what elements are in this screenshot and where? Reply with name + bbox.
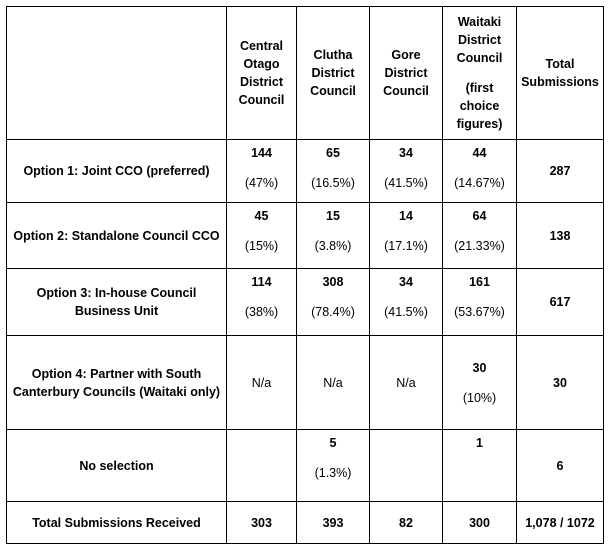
cell-count: 114 — [251, 275, 272, 289]
cell-waitaki — [443, 269, 517, 336]
row-label: No selection — [7, 430, 227, 502]
cell-total: 1,078 / 1072 — [517, 502, 604, 544]
cell-waitaki — [443, 336, 517, 430]
cell-gore — [370, 203, 443, 269]
cell-count: 30 — [472, 360, 487, 375]
header-waitaki — [443, 7, 517, 140]
cell-percent: (15%) — [244, 239, 279, 253]
table-row — [7, 430, 604, 502]
cell-count: 15 — [326, 209, 340, 223]
table-row — [7, 140, 604, 203]
cell-waitaki — [443, 140, 517, 203]
cell-waitaki — [443, 203, 517, 269]
header-total: Total Submissions — [517, 7, 604, 140]
cell-count: 308 — [322, 275, 344, 289]
cell-count: 34 — [399, 146, 413, 160]
cell-gore — [370, 140, 443, 203]
cell-central-otago — [227, 203, 297, 269]
cell-waitaki: 300 — [443, 502, 517, 544]
row-label: Option 2: Standalone Council CCO — [7, 203, 227, 269]
table-row — [7, 269, 604, 336]
cell-total: 6 — [517, 430, 604, 502]
header-central-otago: Central Otago District Council — [227, 7, 297, 140]
header-waitaki-name: Waitaki District Council — [456, 15, 503, 65]
cell-percent: (41.5%) — [384, 305, 428, 319]
totals-row — [7, 502, 604, 544]
cell-count: 45 — [254, 209, 269, 223]
header-row — [7, 7, 604, 140]
table-row — [7, 203, 604, 269]
cell-clutha — [297, 203, 370, 269]
cell-percent: (14.67%) — [454, 176, 505, 190]
header-clutha: Clutha District Council — [297, 7, 370, 140]
row-label: Option 3: In-house Council Business Unit — [7, 269, 227, 336]
cell-percent: (38%) — [244, 305, 279, 319]
cell-percent: (16.5%) — [311, 176, 355, 190]
cell-gore: 82 — [370, 502, 443, 544]
cell-gore — [370, 269, 443, 336]
cell-total: 30 — [517, 336, 604, 430]
cell-clutha: N/a — [297, 336, 370, 430]
row-label: Total Submissions Received — [7, 502, 227, 544]
cell-percent: (21.33%) — [454, 239, 505, 253]
cell-central-otago — [227, 430, 297, 502]
cell-count: 5 — [329, 436, 337, 450]
cell-count: 1 — [476, 436, 483, 450]
cell-clutha — [297, 140, 370, 203]
cell-count: 161 — [469, 275, 490, 289]
cell-total: 617 — [517, 269, 604, 336]
cell-percent: (78.4%) — [311, 305, 355, 319]
cell-percent: (17.1%) — [384, 239, 428, 253]
header-waitaki-note: (first choice figures) — [456, 81, 503, 131]
row-label: Option 1: Joint CCO (preferred) — [7, 140, 227, 203]
cell-percent: (1.3%) — [314, 466, 352, 480]
cell-gore — [370, 430, 443, 502]
cell-central-otago — [227, 269, 297, 336]
cell-central-otago: N/a — [227, 336, 297, 430]
cell-percent: (10%) — [462, 390, 497, 405]
cell-count: 14 — [399, 209, 413, 223]
cell-count: 64 — [472, 209, 487, 223]
row-label: Option 4: Partner with South Canterbury Councils (Waitaki only) — [7, 336, 227, 430]
cell-percent: (3.8%) — [314, 239, 352, 253]
cell-total: 138 — [517, 203, 604, 269]
cell-clutha — [297, 430, 370, 502]
cell-count: 44 — [472, 146, 487, 160]
cell-count: 65 — [326, 146, 340, 160]
cell-clutha: 393 — [297, 502, 370, 544]
header-gore: Gore District Council — [370, 7, 443, 140]
cell-count: 144 — [251, 146, 272, 160]
submissions-table — [6, 6, 604, 544]
cell-gore: N/a — [370, 336, 443, 430]
cell-percent: (41.5%) — [384, 176, 428, 190]
cell-central-otago — [227, 140, 297, 203]
cell-percent: (53.67%) — [454, 305, 505, 319]
header-blank — [7, 7, 227, 140]
cell-total: 287 — [517, 140, 604, 203]
cell-count: 34 — [399, 275, 413, 289]
cell-central-otago: 303 — [227, 502, 297, 544]
cell-waitaki — [443, 430, 517, 502]
table-row — [7, 336, 604, 430]
cell-clutha — [297, 269, 370, 336]
cell-percent: (47%) — [244, 176, 279, 190]
